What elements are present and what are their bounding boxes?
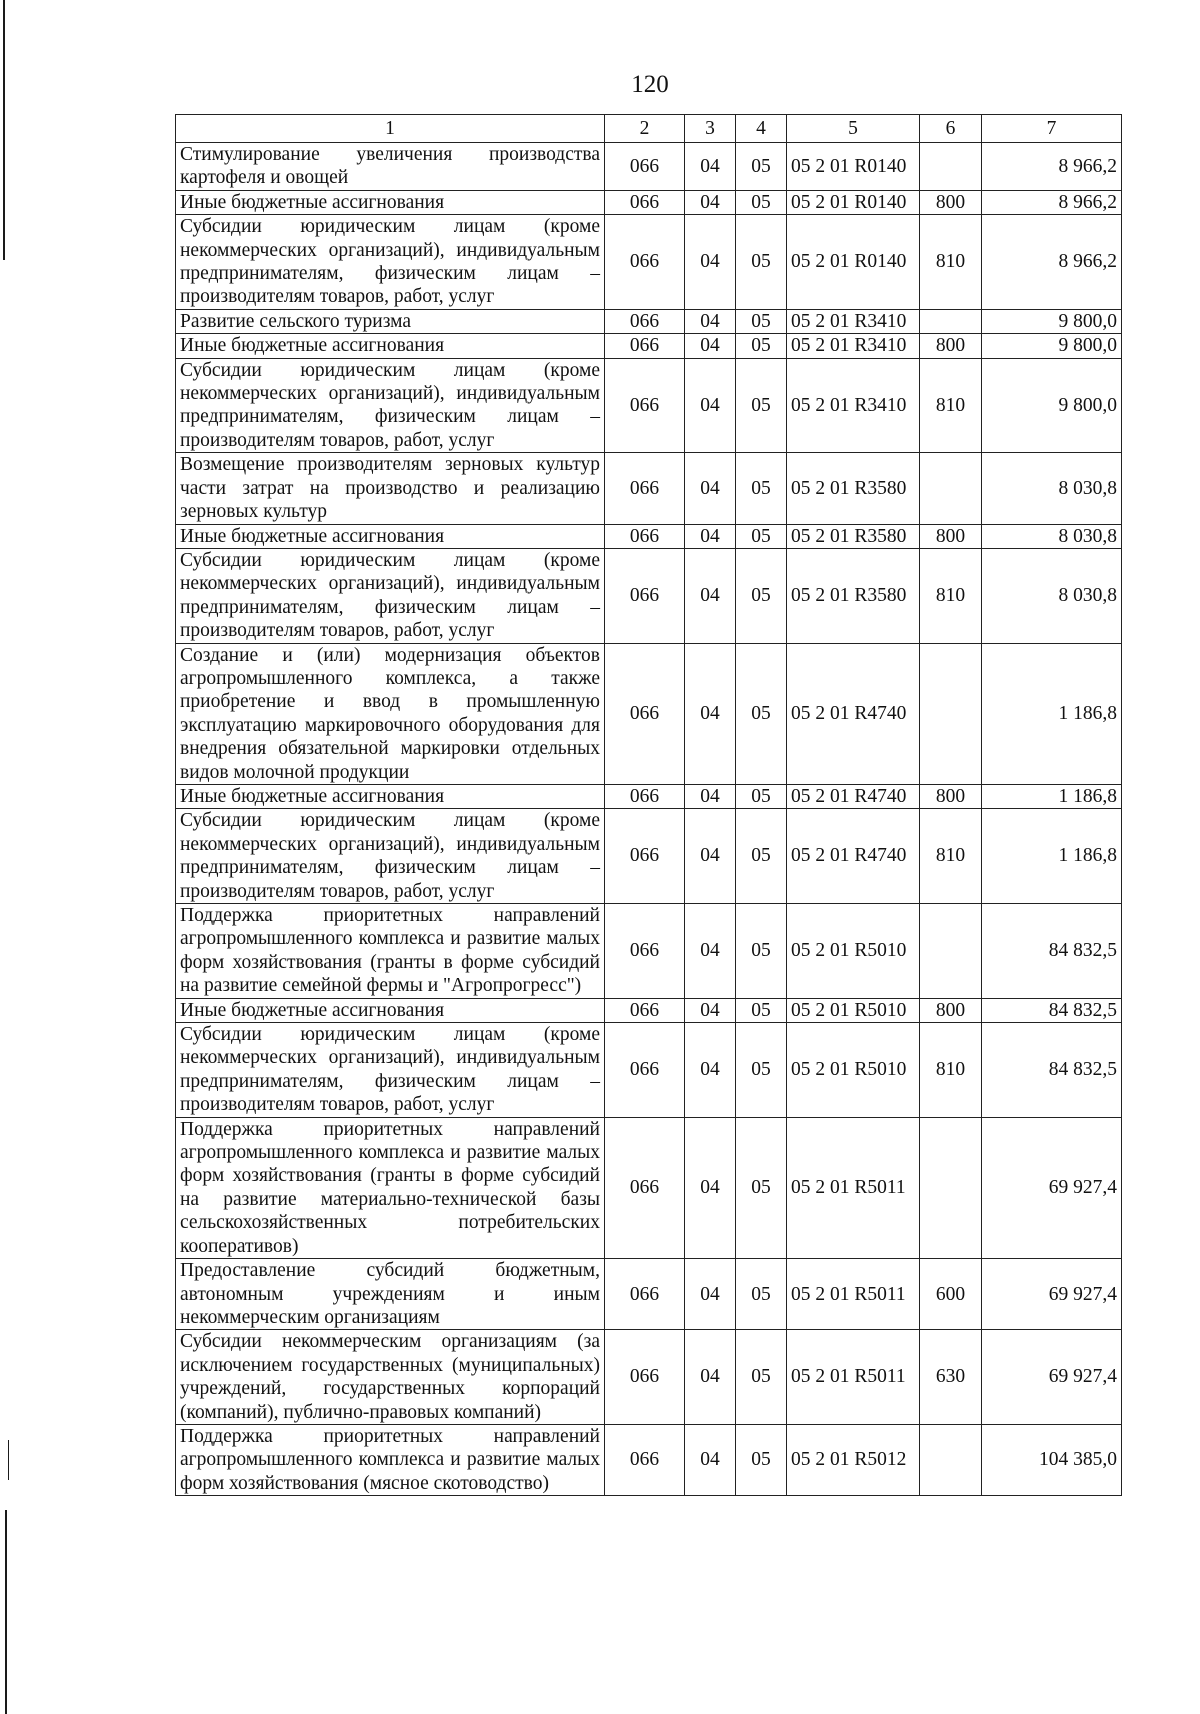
- target-article-code: 05 2 01 R5011: [787, 1330, 920, 1425]
- item-name: Иные бюджетные ассигнования: [176, 998, 605, 1022]
- target-article-code: 05 2 01 R3410: [787, 309, 920, 333]
- section-code: 04: [685, 1330, 736, 1425]
- target-article-code: 05 2 01 R5010: [787, 904, 920, 999]
- subsection-code: 05: [736, 904, 787, 999]
- ministry-code: 066: [605, 358, 685, 453]
- table-row: [176, 1424, 1122, 1495]
- item-name: Возмещение производителям зерновых культур части затрат на производство и реализацию зерновых культур: [176, 453, 605, 524]
- target-article-code: 05 2 01 R4740: [787, 809, 920, 904]
- header-col-4: 4: [736, 115, 787, 143]
- target-article-code: 05 2 01 R4740: [787, 784, 920, 808]
- ministry-code: 066: [605, 1259, 685, 1330]
- amount: 1 186,8: [982, 809, 1122, 904]
- table-row: [176, 190, 1122, 214]
- header-col-6: 6: [920, 115, 982, 143]
- section-code: 04: [685, 548, 736, 643]
- section-code: 04: [685, 524, 736, 548]
- target-article-code: 05 2 01 R0140: [787, 190, 920, 214]
- subsection-code: 05: [736, 1117, 787, 1258]
- scan-edge-left-bottom: [5, 1510, 7, 1714]
- item-name: Субсидии юридическим лицам (кроме некоммерческих организаций), индивидуальным предпринимателям, физическим лицам – производителям товаров, работ, услуг: [176, 358, 605, 453]
- budget-allocation-table: [175, 114, 1122, 1496]
- amount: 9 800,0: [982, 309, 1122, 333]
- target-article-code: 05 2 01 R3580: [787, 524, 920, 548]
- section-code: 04: [685, 904, 736, 999]
- target-article-code: 05 2 01 R0140: [787, 143, 920, 191]
- section-code: 04: [685, 643, 736, 784]
- item-name: Субсидии юридическим лицам (кроме некоммерческих организаций), индивидуальным предпринимателям, физическим лицам – производителям товаров, работ, услуг: [176, 809, 605, 904]
- expense-type-code: 800: [920, 784, 982, 808]
- table-header-row: [176, 115, 1122, 143]
- item-name: Иные бюджетные ассигнования: [176, 524, 605, 548]
- subsection-code: 05: [736, 524, 787, 548]
- expense-type-code: [920, 1117, 982, 1258]
- page-number: 120: [631, 71, 669, 98]
- ministry-code: 066: [605, 1424, 685, 1495]
- amount: 8 030,8: [982, 453, 1122, 524]
- expense-type-code: [920, 904, 982, 999]
- ministry-code: 066: [605, 309, 685, 333]
- amount: 104 385,0: [982, 1424, 1122, 1495]
- section-code: 04: [685, 809, 736, 904]
- item-name: Иные бюджетные ассигнования: [176, 784, 605, 808]
- table-row: [176, 524, 1122, 548]
- header-col-3: 3: [685, 115, 736, 143]
- ministry-code: 066: [605, 1330, 685, 1425]
- item-name: Субсидии юридическим лицам (кроме некоммерческих организаций), индивидуальным предпринимателям, физическим лицам – производителям товаров, работ, услуг: [176, 215, 605, 310]
- item-name: Субсидии некоммерческим организациям (за исключением государственных (муниципальных) учреждений, государственных корпораций (компаний), публично-правовых компаний): [176, 1330, 605, 1425]
- subsection-code: 05: [736, 1424, 787, 1495]
- amount: 8 966,2: [982, 215, 1122, 310]
- section-code: 04: [685, 784, 736, 808]
- table-row: [176, 643, 1122, 784]
- ministry-code: 066: [605, 548, 685, 643]
- section-code: 04: [685, 1424, 736, 1495]
- subsection-code: 05: [736, 809, 787, 904]
- ministry-code: 066: [605, 784, 685, 808]
- section-code: 04: [685, 215, 736, 310]
- ministry-code: 066: [605, 1023, 685, 1118]
- table-row: [176, 215, 1122, 310]
- target-article-code: 05 2 01 R3410: [787, 334, 920, 358]
- ministry-code: 066: [605, 904, 685, 999]
- item-name: Иные бюджетные ассигнования: [176, 190, 605, 214]
- subsection-code: 05: [736, 1330, 787, 1425]
- ministry-code: 066: [605, 334, 685, 358]
- amount: 69 927,4: [982, 1330, 1122, 1425]
- amount: 1 186,8: [982, 643, 1122, 784]
- ministry-code: 066: [605, 143, 685, 191]
- subsection-code: 05: [736, 1023, 787, 1118]
- item-name: Предоставление субсидий бюджетным, автономным учреждениям и иным некоммерческим организациям: [176, 1259, 605, 1330]
- ministry-code: 066: [605, 809, 685, 904]
- item-name: Поддержка приоритетных направлений агропромышленного комплекса и развитие малых форм хозяйствования (мясное скотоводство): [176, 1424, 605, 1495]
- amount: 9 800,0: [982, 358, 1122, 453]
- expense-type-code: 810: [920, 548, 982, 643]
- table-row: [176, 334, 1122, 358]
- item-name: Поддержка приоритетных направлений агропромышленного комплекса и развитие малых форм хозяйствования (гранты в форме субсидий на развитие материально-технической базы сельскохозяйственных потребительских кооперативов): [176, 1117, 605, 1258]
- table-row: [176, 143, 1122, 191]
- ministry-code: 066: [605, 643, 685, 784]
- table-row: [176, 309, 1122, 333]
- scan-edge-left-mid: [8, 1440, 9, 1480]
- section-code: 04: [685, 453, 736, 524]
- amount: 8 966,2: [982, 143, 1122, 191]
- section-code: 04: [685, 1023, 736, 1118]
- target-article-code: 05 2 01 R3580: [787, 453, 920, 524]
- expense-type-code: [920, 309, 982, 333]
- amount: 69 927,4: [982, 1259, 1122, 1330]
- table-row: [176, 453, 1122, 524]
- item-name: Создание и (или) модернизация объектов агропромышленного комплекса, а также приобретение и ввод в промышленную эксплуатацию маркировочного оборудования для внедрения обязательной маркировки отдельных видов молочной продукции: [176, 643, 605, 784]
- ministry-code: 066: [605, 190, 685, 214]
- table-body: [176, 143, 1122, 1496]
- table-row: [176, 1259, 1122, 1330]
- table-row: [176, 998, 1122, 1022]
- expense-type-code: 810: [920, 358, 982, 453]
- subsection-code: 05: [736, 143, 787, 191]
- table-row: [176, 809, 1122, 904]
- expense-type-code: [920, 143, 982, 191]
- section-code: 04: [685, 334, 736, 358]
- header-col-2: 2: [605, 115, 685, 143]
- target-article-code: 05 2 01 R3580: [787, 548, 920, 643]
- expense-type-code: 800: [920, 334, 982, 358]
- subsection-code: 05: [736, 1259, 787, 1330]
- table-row: [176, 358, 1122, 453]
- target-article-code: 05 2 01 R4740: [787, 643, 920, 784]
- amount: 84 832,5: [982, 1023, 1122, 1118]
- expense-type-code: [920, 1424, 982, 1495]
- item-name: Иные бюджетные ассигнования: [176, 334, 605, 358]
- header-col-1: 1: [176, 115, 605, 143]
- section-code: 04: [685, 143, 736, 191]
- table-row: [176, 1117, 1122, 1258]
- target-article-code: 05 2 01 R5010: [787, 1023, 920, 1118]
- table-row: [176, 1330, 1122, 1425]
- ministry-code: 066: [605, 1117, 685, 1258]
- section-code: 04: [685, 309, 736, 333]
- section-code: 04: [685, 358, 736, 453]
- scan-edge-left-top: [3, 0, 5, 260]
- expense-type-code: [920, 453, 982, 524]
- ministry-code: 066: [605, 524, 685, 548]
- subsection-code: 05: [736, 548, 787, 643]
- amount: 84 832,5: [982, 904, 1122, 999]
- table-row: [176, 1023, 1122, 1118]
- item-name: Развитие сельского туризма: [176, 309, 605, 333]
- expense-type-code: 800: [920, 524, 982, 548]
- expense-type-code: 810: [920, 215, 982, 310]
- expense-type-code: 630: [920, 1330, 982, 1425]
- section-code: 04: [685, 190, 736, 214]
- amount: 69 927,4: [982, 1117, 1122, 1258]
- section-code: 04: [685, 1259, 736, 1330]
- expense-type-code: 810: [920, 809, 982, 904]
- target-article-code: 05 2 01 R5012: [787, 1424, 920, 1495]
- header-col-7: 7: [982, 115, 1122, 143]
- section-code: 04: [685, 998, 736, 1022]
- subsection-code: 05: [736, 309, 787, 333]
- header-col-5: 5: [787, 115, 920, 143]
- target-article-code: 05 2 01 R5011: [787, 1117, 920, 1258]
- target-article-code: 05 2 01 R0140: [787, 215, 920, 310]
- subsection-code: 05: [736, 453, 787, 524]
- expense-type-code: 800: [920, 998, 982, 1022]
- target-article-code: 05 2 01 R3410: [787, 358, 920, 453]
- item-name: Субсидии юридическим лицам (кроме некоммерческих организаций), индивидуальным предпринимателям, физическим лицам – производителям товаров, работ, услуг: [176, 548, 605, 643]
- ministry-code: 066: [605, 453, 685, 524]
- subsection-code: 05: [736, 334, 787, 358]
- subsection-code: 05: [736, 643, 787, 784]
- subsection-code: 05: [736, 190, 787, 214]
- section-code: 04: [685, 1117, 736, 1258]
- amount: 9 800,0: [982, 334, 1122, 358]
- amount: 8 030,8: [982, 548, 1122, 643]
- subsection-code: 05: [736, 358, 787, 453]
- expense-type-code: 600: [920, 1259, 982, 1330]
- target-article-code: 05 2 01 R5010: [787, 998, 920, 1022]
- amount: 8 030,8: [982, 524, 1122, 548]
- amount: 84 832,5: [982, 998, 1122, 1022]
- item-name: Субсидии юридическим лицам (кроме некоммерческих организаций), индивидуальным предпринимателям, физическим лицам – производителям товаров, работ, услуг: [176, 1023, 605, 1118]
- item-name: Стимулирование увеличения производства картофеля и овощей: [176, 143, 605, 191]
- amount: 8 966,2: [982, 190, 1122, 214]
- expense-type-code: [920, 643, 982, 784]
- table-row: [176, 548, 1122, 643]
- expense-type-code: 810: [920, 1023, 982, 1118]
- table-row: [176, 784, 1122, 808]
- subsection-code: 05: [736, 784, 787, 808]
- ministry-code: 066: [605, 215, 685, 310]
- expense-type-code: 800: [920, 190, 982, 214]
- amount: 1 186,8: [982, 784, 1122, 808]
- table-row: [176, 904, 1122, 999]
- subsection-code: 05: [736, 215, 787, 310]
- ministry-code: 066: [605, 998, 685, 1022]
- subsection-code: 05: [736, 998, 787, 1022]
- item-name: Поддержка приоритетных направлений агропромышленного комплекса и развитие малых форм хозяйствования (гранты в форме субсидий на развитие семейной фермы и "Агропрогресс"): [176, 904, 605, 999]
- target-article-code: 05 2 01 R5011: [787, 1259, 920, 1330]
